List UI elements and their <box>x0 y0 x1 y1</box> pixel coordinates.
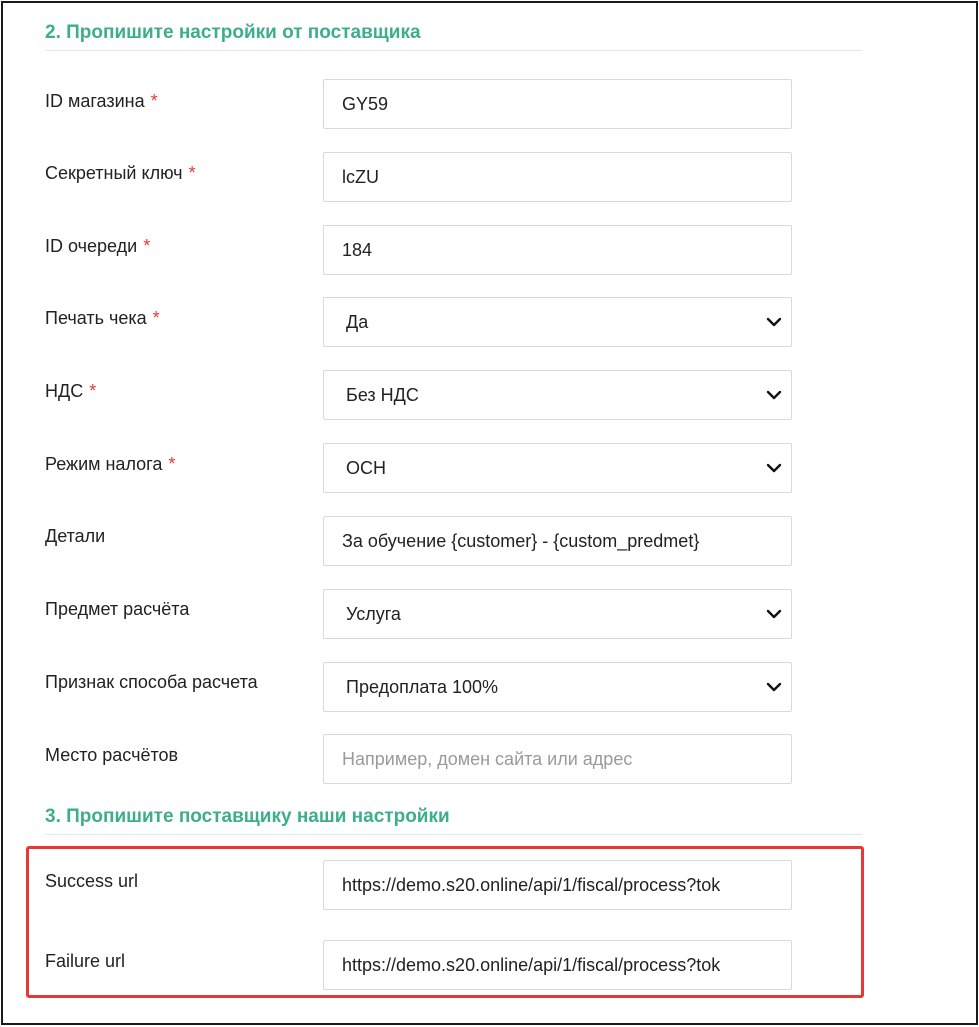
queue-id-input[interactable]: 184 <box>323 225 792 275</box>
section-title-provider-settings: 2. Пропишите настройки от поставщика <box>45 21 862 51</box>
section-title-our-settings: 3. Пропишите поставщику наши настройки <box>45 805 862 835</box>
secret-key-input[interactable]: lcZU <box>323 152 792 202</box>
required-mark: * <box>89 381 97 401</box>
payment-method-label: Признак способа расчета <box>45 672 258 692</box>
payment-method-select[interactable] <box>323 662 792 712</box>
required-mark: * <box>143 236 151 256</box>
queue-id-label <box>45 234 150 258</box>
payment-place-input[interactable]: Например, домен сайта или адрес <box>323 734 792 784</box>
print-receipt-value: Да <box>346 312 369 332</box>
required-mark: * <box>168 454 176 474</box>
secret-key-label <box>45 161 196 185</box>
print-receipt-label <box>45 306 160 330</box>
print-receipt-select[interactable] <box>323 297 792 347</box>
failure-url-input[interactable]: https://demo.s20.online/api/1/fiscal/process?tok <box>323 940 792 990</box>
shop-id-label-text: ID магазина <box>45 91 145 111</box>
success-url-input[interactable]: https://demo.s20.online/api/1/fiscal/process?tok <box>323 860 792 910</box>
payment-place-label: Место расчётов <box>45 745 179 765</box>
chevron-down-icon <box>765 313 783 331</box>
success-url-label: Success url <box>45 871 139 891</box>
payment-method-value: Предоплата 100% <box>346 677 499 697</box>
required-mark: * <box>150 91 158 111</box>
chevron-down-icon <box>765 386 783 404</box>
payment-subject-value: Услуга <box>346 604 401 624</box>
required-mark: * <box>188 163 196 183</box>
required-mark: * <box>152 308 160 328</box>
chevron-down-icon <box>765 605 783 623</box>
tax-mode-label <box>45 452 175 476</box>
vat-label <box>45 379 96 403</box>
tax-mode-label-text: Режим налога <box>45 454 163 474</box>
tax-mode-value: ОСН <box>346 458 386 478</box>
details-label: Детали <box>45 526 106 546</box>
vat-label-text: НДС <box>45 381 84 401</box>
print-receipt-label-text: Печать чека <box>45 308 147 328</box>
highlight-box <box>26 846 864 998</box>
vat-select[interactable] <box>323 370 792 420</box>
payment-subject-label: Предмет расчёта <box>45 599 190 619</box>
payment-subject-select[interactable] <box>323 589 792 639</box>
shop-id-label <box>45 89 158 113</box>
secret-key-label-text: Секретный ключ <box>45 163 183 183</box>
failure-url-label: Failure url <box>45 951 126 971</box>
tax-mode-select[interactable] <box>323 443 792 493</box>
queue-id-label-text: ID очереди <box>45 236 138 256</box>
settings-panel <box>1 1 978 1025</box>
chevron-down-icon <box>765 678 783 696</box>
chevron-down-icon <box>765 459 783 477</box>
shop-id-input[interactable]: GY59 <box>323 79 792 129</box>
vat-value: Без НДС <box>346 385 419 405</box>
details-input[interactable]: За обучение {customer} - {custom_predmet} <box>323 516 792 566</box>
